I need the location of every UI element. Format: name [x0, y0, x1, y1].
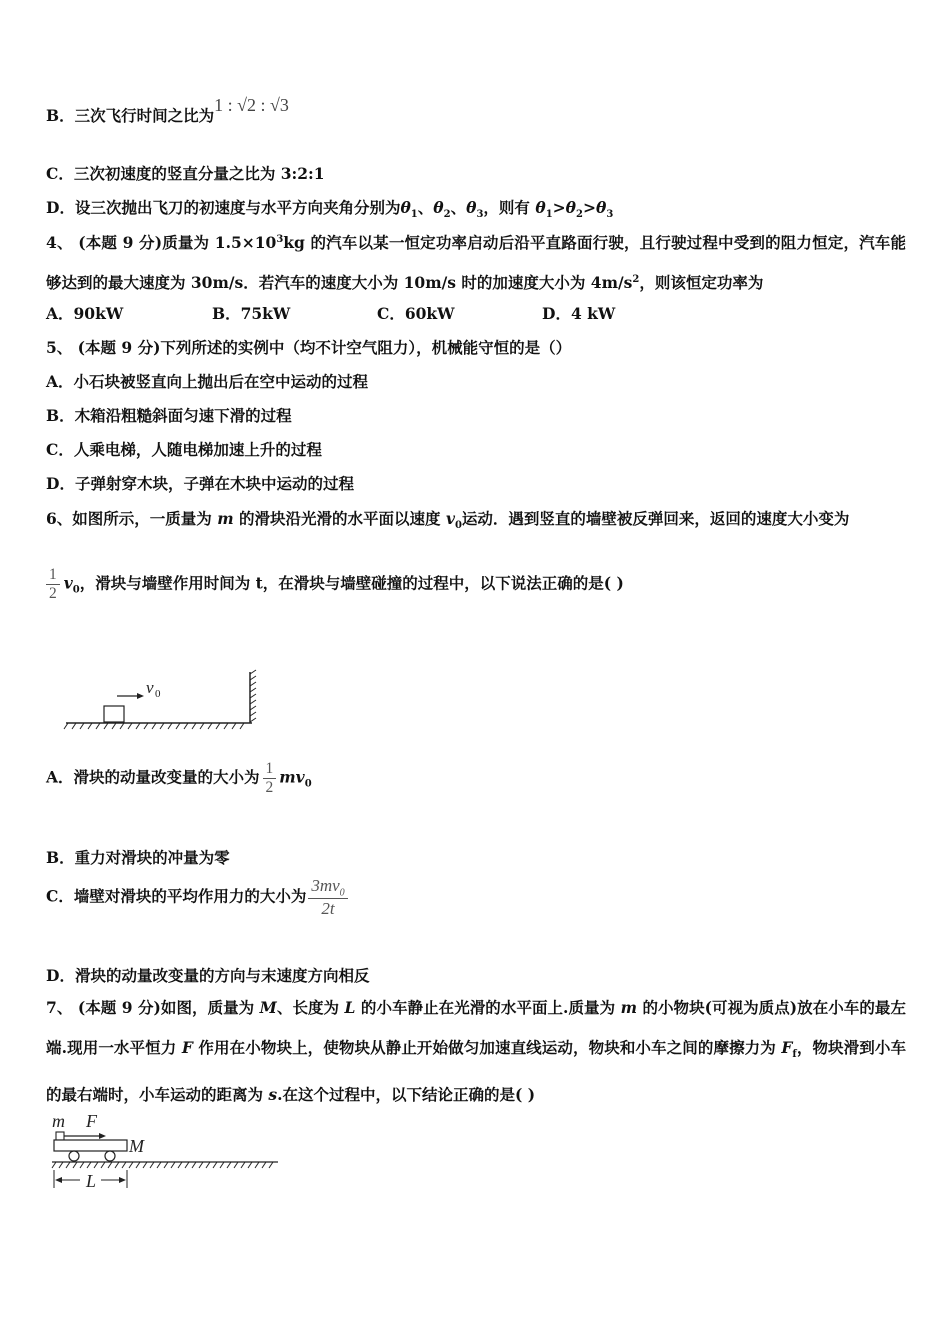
- q6-option-b: B．重力对滑块的冲量为零: [46, 848, 230, 867]
- q6-stem-cont: $\frac{1}{2}$ $v_0$，滑块与墙壁作用时间为 t，在滑块与墙壁碰撞的过程中，以下说法正确的是( ): [46, 566, 624, 603]
- q4-option-b: B．75kW: [212, 304, 291, 323]
- q5-option-b: B．木箱沿粗糙斜面匀速下滑的过程: [46, 406, 292, 425]
- q6-option-d: D．滑块的动量改变量的方向与末速度方向相反: [46, 966, 370, 985]
- q7-small-block: [56, 1132, 64, 1140]
- q3-option-b: B．三次飞行时间之比为1 : √2 : √3: [46, 95, 289, 125]
- q7-fig-L: L: [86, 1171, 97, 1191]
- q6-stem: 6、如图所示，一质量为 m 的滑块沿光滑的水平面以速度 $v_0$运动．遇到竖直的墙壁被反弹回来，返回的速度大小变为: [46, 509, 850, 532]
- q6-option-a: A．滑块的动量改变量的大小为 $\frac{1}{2}$ $mv_0$: [46, 760, 312, 796]
- q7-fig-m: m: [52, 1111, 65, 1131]
- q6-figure: [60, 668, 265, 734]
- q6-option-c: C．墙壁对滑块的平均作用力的大小为 $\frac{3mv_0}{2t}$: [46, 876, 348, 919]
- q4-option-d: D．4 kW: [542, 304, 616, 323]
- q7-fig-M: M: [129, 1136, 144, 1156]
- q4-options: [46, 302, 615, 324]
- q5-option-c: C．人乘电梯，人随电梯加速上升的过程: [46, 440, 322, 459]
- q7-stem: 7、 (本题 9 分)如图，质量为 M、长度为 L 的小车静止在光滑的水平面上.质量为 m 的小物块(可视为质点)放在小车的最左端.现用一水平恒力 F 作用在小物块上，使物块从静止开始做匀加速直线运动，物块和小车之间的摩擦力为 $F_f$，物块滑到小车的最右端时，小车运动的距离为 s.在这个过程中，以下结论正确的是( ): [46, 998, 906, 1105]
- q7-cart: [54, 1140, 127, 1151]
- q6-option-a-fraction: $\frac{1}{2}$: [263, 760, 277, 797]
- q3-option-c: C．三次初速度的竖直分量之比为 3:2:1: [46, 164, 325, 183]
- q4-stem: 4、 (本题 9 分)质量为 $1.5\times 10^3kg$ 的汽车以某一恒定功率启动后沿平直路面行驶，且行驶过程中受到的阻力恒定，汽车能够达到的最大速度为 30m/s．若汽车的速度大小为 10m/s 时的加速度大小为 $4m/s^2$，则该恒定功率为: [46, 233, 906, 293]
- q5-option-a: A．小石块被竖直向上抛出后在空中运动的过程: [46, 372, 369, 391]
- q4-option-a: A．90kW: [46, 304, 124, 323]
- q6-block: [104, 706, 124, 722]
- q4-option-c: C．60kW: [377, 304, 455, 323]
- q6-option-c-fraction: $\frac{3mv_0}{2t}$: [308, 876, 347, 919]
- q5-option-d: D．子弹射穿木块，子弹在木块中运动的过程: [46, 474, 354, 493]
- q6-velocity-subscript: 0: [155, 688, 161, 700]
- q3-option-b-ratio: 1 : √2 : √3: [214, 95, 289, 115]
- q3-option-d: D．设三次抛出飞刀的初速度与水平方向夹角分别为$\theta_1$、$\theta_2$、$\theta_3$，则有 $\theta_1>\theta_2>\theta_3$: [46, 198, 614, 221]
- q7-fig-F: F: [86, 1111, 97, 1131]
- q6-half-fraction: $\frac{1}{2}$: [46, 566, 60, 603]
- q7-figure: [46, 1108, 286, 1194]
- q6-velocity-label: v: [146, 678, 154, 697]
- q5-stem: 5、 (本题 9 分)下列所述的实例中（均不计空气阻力），机械能守恒的是（）: [46, 338, 572, 357]
